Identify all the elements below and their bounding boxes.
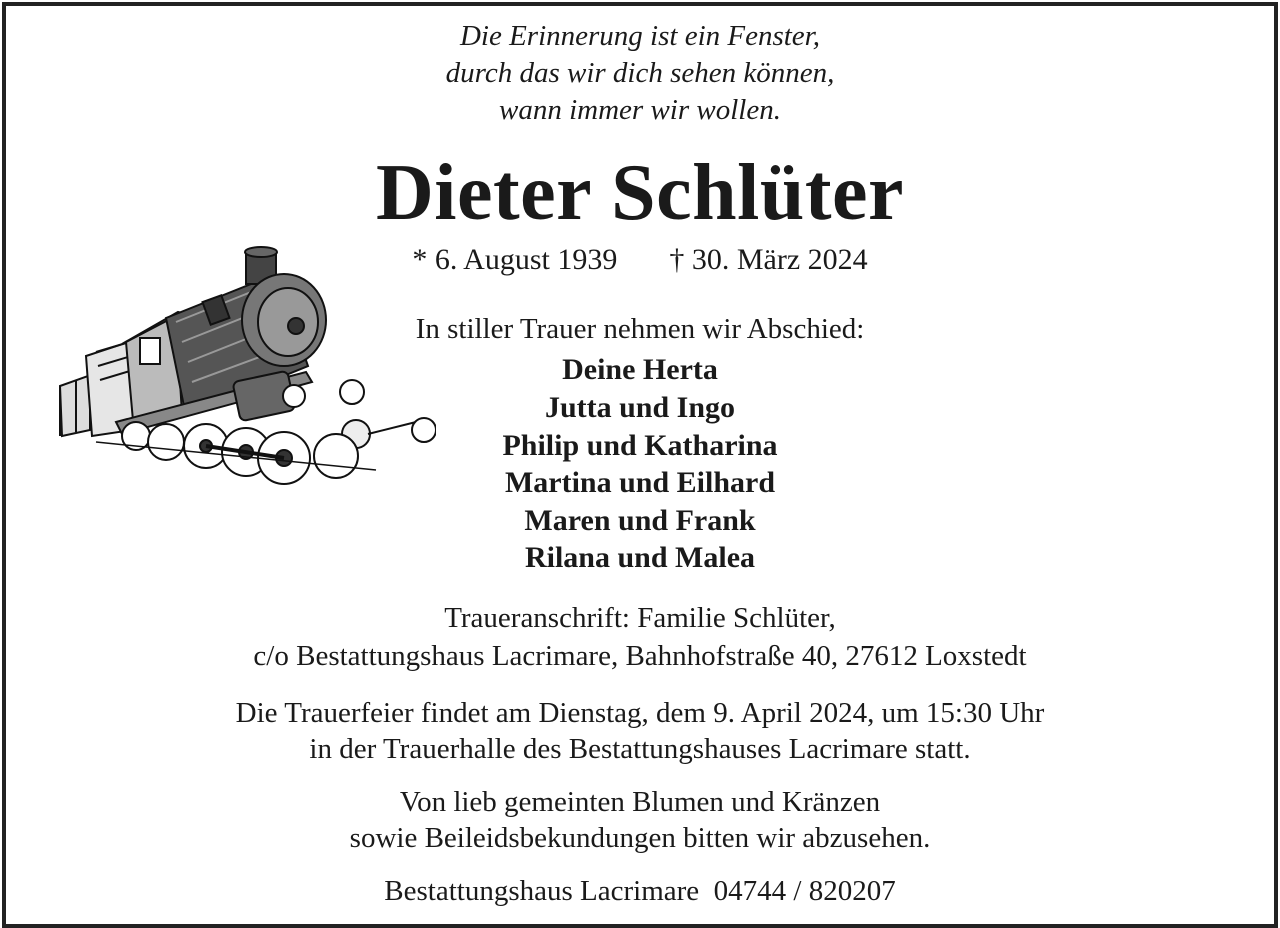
birth-date: * 6. August 1939	[412, 243, 618, 276]
request-line-2: sowie Beileidsbekundungen bitten wir abzusehen.	[349, 822, 931, 854]
mourner-line: Deine Herta	[562, 353, 718, 386]
quote-line-2: durch das wir dich sehen können,	[445, 57, 835, 89]
death-date: † 30. März 2024	[669, 243, 868, 276]
mourner-line: Jutta und Ingo	[544, 391, 736, 424]
ceremony-line-2: in der Trauerhalle des Bestattungshauses Lacrimare statt.	[309, 733, 971, 765]
mourner-line: Philip und Katharina	[502, 429, 778, 462]
ceremony-line-1: Die Trauerfeier findet am Dienstag, dem 9. April 2024, um 15:30 Uhr	[235, 697, 1045, 729]
mourner-line: Martina und Eilhard	[504, 466, 776, 499]
deceased-name: Dieter Schlüter	[375, 149, 905, 237]
quote-line-3: wann immer wir wollen.	[499, 94, 781, 126]
mourner-line: Rilana und Malea	[524, 541, 756, 574]
quote-line-1: Die Erinnerung ist ein Fenster,	[459, 20, 821, 52]
funeral-home-contact: Bestattungshaus Lacrimare 04744 / 820207	[384, 875, 896, 907]
address-line-2: c/o Bestattungshaus Lacrimare, Bahnhofstraße 40, 27612 Loxstedt	[253, 640, 1027, 672]
address-line-1: Traueranschrift: Familie Schlüter,	[444, 602, 836, 634]
mourner-line: Maren und Frank	[524, 504, 756, 537]
farewell-intro: In stiller Trauer nehmen wir Abschied:	[415, 313, 865, 345]
request-line-1: Von lieb gemeinten Blumen und Kränzen	[399, 786, 881, 818]
